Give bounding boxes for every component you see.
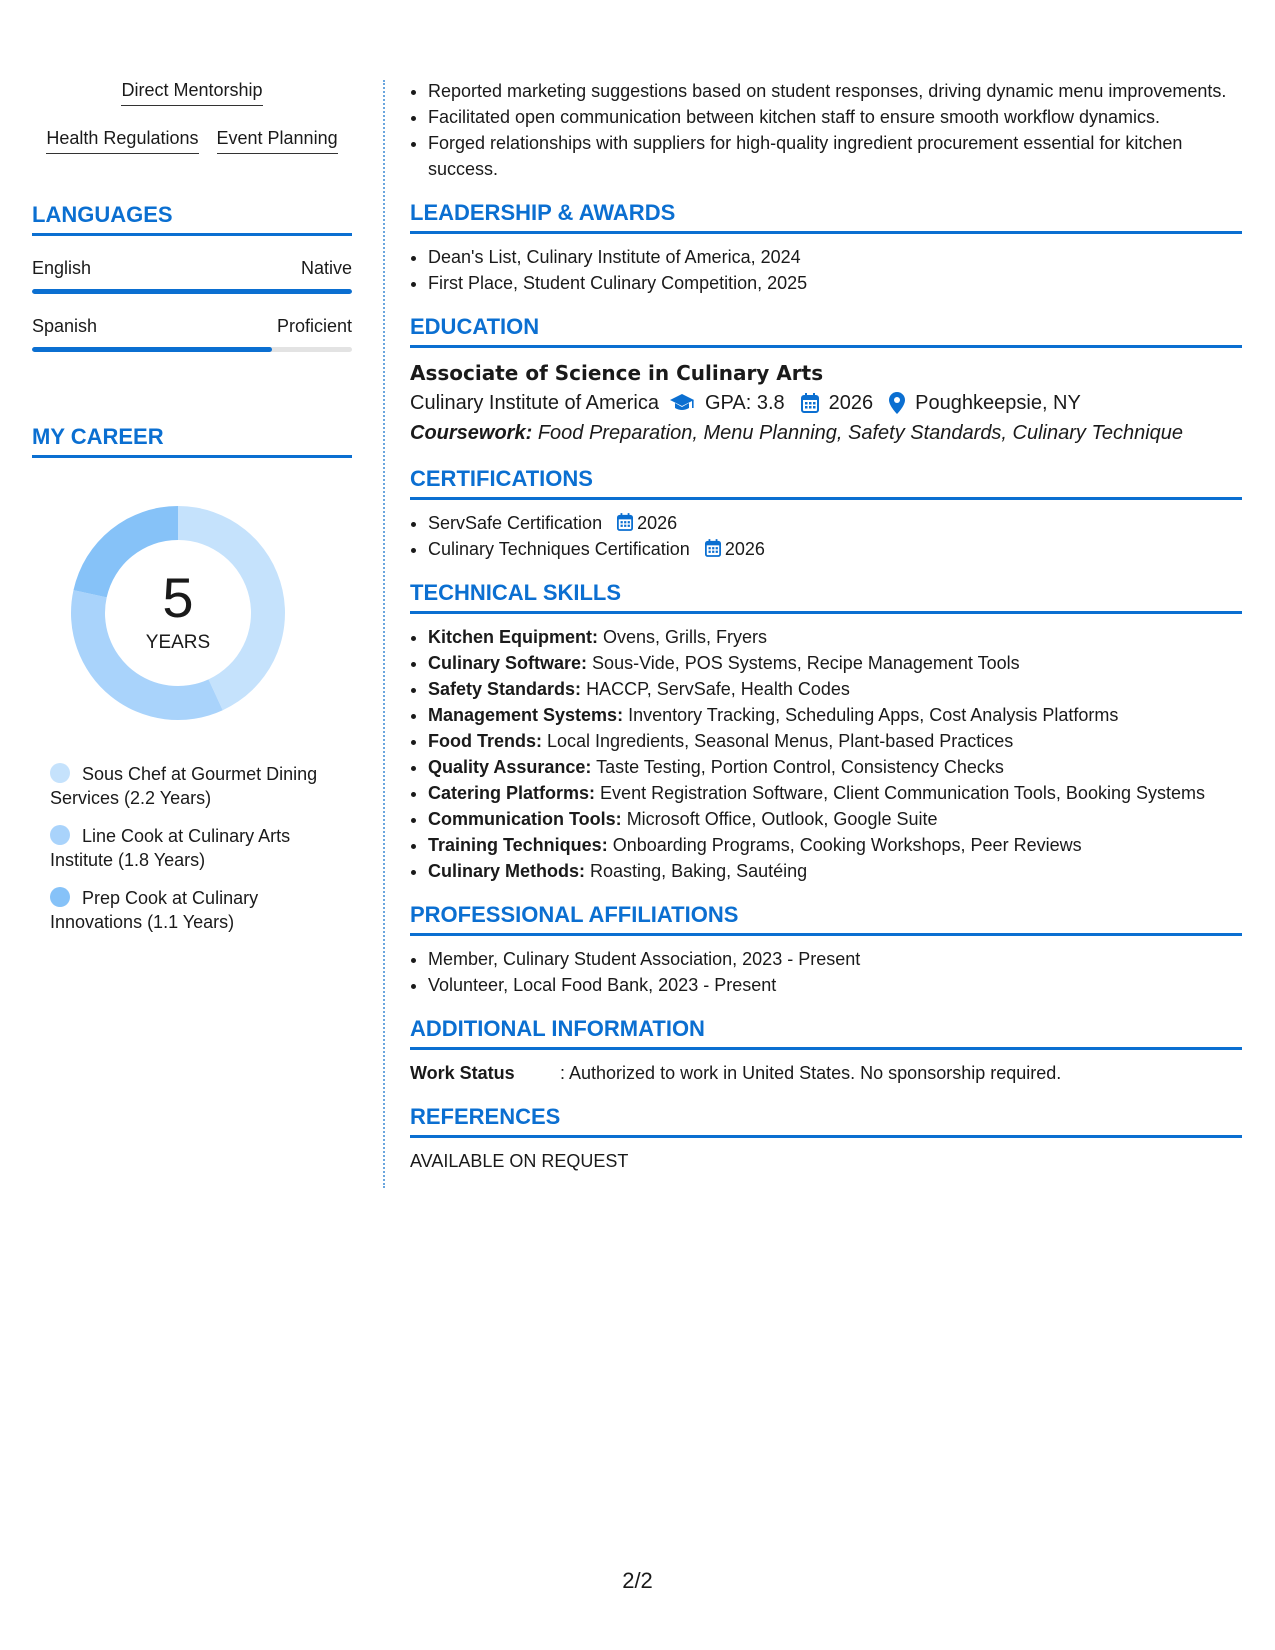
gpa: GPA: 3.8	[705, 392, 785, 414]
leadership-heading: LEADERSHIP & AWARDS	[410, 200, 1242, 234]
career-role: Sous Chef at Gourmet Dining Services (2.2 Years)	[50, 764, 318, 808]
experience-bullet: • Forged relationships with suppliers for high-quality ingredient procurement essential for kitchen success.	[428, 130, 1242, 182]
calendar-icon	[801, 393, 819, 413]
skill-tag: Health Regulations	[46, 128, 198, 154]
skill-values: Sous-Vide, POS Systems, Recipe Management Tools	[592, 653, 1020, 673]
skill-category: Culinary Methods:	[428, 861, 586, 881]
career-heading: MY CAREER	[32, 424, 352, 458]
coursework-list: Food Preparation, Menu Planning, Safety Standards, Culinary Technique	[537, 422, 1184, 444]
technical-skill-item	[428, 702, 1242, 728]
career-donut-chart	[65, 500, 291, 726]
references-heading: REFERENCES	[410, 1104, 1242, 1138]
left-column	[32, 80, 352, 948]
career-legend-item	[50, 762, 350, 810]
skill-values: HACCP, ServSafe, Health Codes	[586, 679, 850, 699]
skill-values: Local Ingredients, Seasonal Menus, Plant-based Practices	[547, 731, 1014, 751]
additional-info-heading: ADDITIONAL INFORMATION	[410, 1016, 1242, 1050]
donut-center	[65, 566, 291, 654]
skill-values: Roasting, Baking, Sautéing	[590, 861, 808, 881]
technical-skill-item	[428, 806, 1242, 832]
skill-category: Quality Assurance:	[428, 757, 592, 777]
degree-title: Associate of Science in Culinary Arts	[410, 361, 824, 385]
skill-category: Kitchen Equipment:	[428, 627, 598, 647]
technical-skills-heading: TECHNICAL SKILLS	[410, 580, 1242, 614]
technical-skill-item	[428, 780, 1242, 806]
technical-skill-item	[428, 624, 1242, 650]
language-bar	[32, 289, 352, 294]
languages-heading: LANGUAGES	[32, 202, 352, 236]
work-status-value: : Authorized to work in United States. No sponsorship required.	[560, 1063, 1062, 1083]
experience-bullets	[410, 78, 1242, 182]
certification-name: ServSafe Certification	[428, 513, 603, 533]
location-pin-icon	[889, 392, 905, 414]
career-legend	[32, 762, 352, 934]
language-item	[32, 316, 352, 352]
language-name: Spanish	[32, 316, 98, 336]
calendar-icon	[705, 539, 721, 557]
work-status-row	[410, 1060, 1242, 1086]
language-name: English	[32, 258, 92, 278]
technical-skill-item	[428, 832, 1242, 858]
skill-category: Culinary Software:	[428, 653, 588, 673]
certification-year: 2026	[724, 539, 765, 559]
affiliation-item: • Volunteer, Local Food Bank, 2023 - Present	[428, 972, 1242, 998]
skill-values: Onboarding Programs, Cooking Workshops, Peer Reviews	[612, 835, 1082, 855]
skill-category: Communication Tools:	[428, 809, 622, 829]
skill-tag: Direct Mentorship	[121, 80, 262, 106]
language-level: Proficient	[276, 316, 352, 336]
certifications-heading: CERTIFICATIONS	[410, 466, 1242, 500]
career-role: Prep Cook at Culinary Innovations (1.1 Years)	[50, 888, 259, 932]
technical-skill-item	[428, 676, 1242, 702]
skill-values: Event Registration Software, Client Communication Tools, Booking Systems	[600, 783, 1205, 803]
skill-tag: Event Planning	[217, 128, 338, 154]
skill-tags-row-2	[32, 128, 352, 154]
career-legend-item	[50, 824, 350, 872]
leadership-list	[410, 244, 1242, 296]
certifications-list	[410, 510, 1242, 562]
skill-category: Management Systems:	[428, 705, 624, 725]
work-status-label: Work Status	[410, 1063, 515, 1083]
skill-tags-row-1	[32, 80, 352, 106]
leadership-item: • Dean's List, Culinary Institute of America, 2024	[428, 244, 1242, 270]
education-details	[410, 388, 1242, 418]
skill-values: Taste Testing, Portion Control, Consistency Checks	[596, 757, 1004, 777]
language-level: Native	[300, 258, 352, 278]
education-heading: EDUCATION	[410, 314, 1242, 348]
school-location: Poughkeepsie, NY	[915, 392, 1081, 414]
skill-values: Microsoft Office, Outlook, Google Suite	[626, 809, 938, 829]
graduation-year: 2026	[828, 392, 874, 414]
skill-category: Safety Standards:	[428, 679, 582, 699]
skill-values: Inventory Tracking, Scheduling Apps, Cost Analysis Platforms	[628, 705, 1119, 725]
skill-values: Ovens, Grills, Fryers	[603, 627, 768, 647]
coursework-label: Coursework:	[410, 422, 533, 444]
affiliations-heading: PROFESSIONAL AFFILIATIONS	[410, 902, 1242, 936]
certification-year: 2026	[637, 513, 678, 533]
career-total-unit: YEARS	[145, 632, 211, 653]
experience-bullet: • Facilitated open communication between kitchen staff to ensure smooth workflow dynamics.	[428, 104, 1242, 130]
skill-category: Food Trends:	[428, 731, 542, 751]
certification-item	[428, 510, 1242, 536]
technical-skills-list	[410, 624, 1242, 884]
skill-category: Catering Platforms:	[428, 783, 596, 803]
certification-item	[428, 536, 1242, 562]
technical-skill-item	[428, 754, 1242, 780]
language-item	[32, 258, 352, 294]
leadership-item: • First Place, Student Culinary Competition, 2025	[428, 270, 1242, 296]
right-column	[410, 78, 1242, 1174]
language-bar-fill	[32, 289, 352, 294]
certification-name: Culinary Techniques Certification	[428, 539, 690, 559]
legend-dot	[50, 887, 70, 907]
graduation-cap-icon	[669, 393, 695, 413]
technical-skill-item	[428, 650, 1242, 676]
career-legend-item	[50, 886, 350, 934]
experience-bullet: • Reported marketing suggestions based on student responses, driving dynamic menu improvements.	[428, 78, 1242, 104]
career-role: Line Cook at Culinary Arts Institute (1.8 Years)	[50, 826, 291, 870]
legend-dot	[50, 825, 70, 845]
affiliation-item: • Member, Culinary Student Association, 2023 - Present	[428, 946, 1242, 972]
affiliations-list	[410, 946, 1242, 998]
references-text: AVAILABLE ON REQUEST	[410, 1151, 629, 1171]
technical-skill-item	[428, 728, 1242, 754]
column-divider	[383, 80, 385, 1188]
school-name: Culinary Institute of America	[410, 392, 659, 414]
page-number: 2/2	[622, 1568, 653, 1593]
skill-category: Training Techniques:	[428, 835, 608, 855]
legend-dot	[50, 763, 70, 783]
technical-skill-item	[428, 858, 1242, 884]
career-total-years: 5	[162, 566, 194, 629]
coursework	[410, 418, 1242, 448]
calendar-icon	[617, 513, 633, 531]
